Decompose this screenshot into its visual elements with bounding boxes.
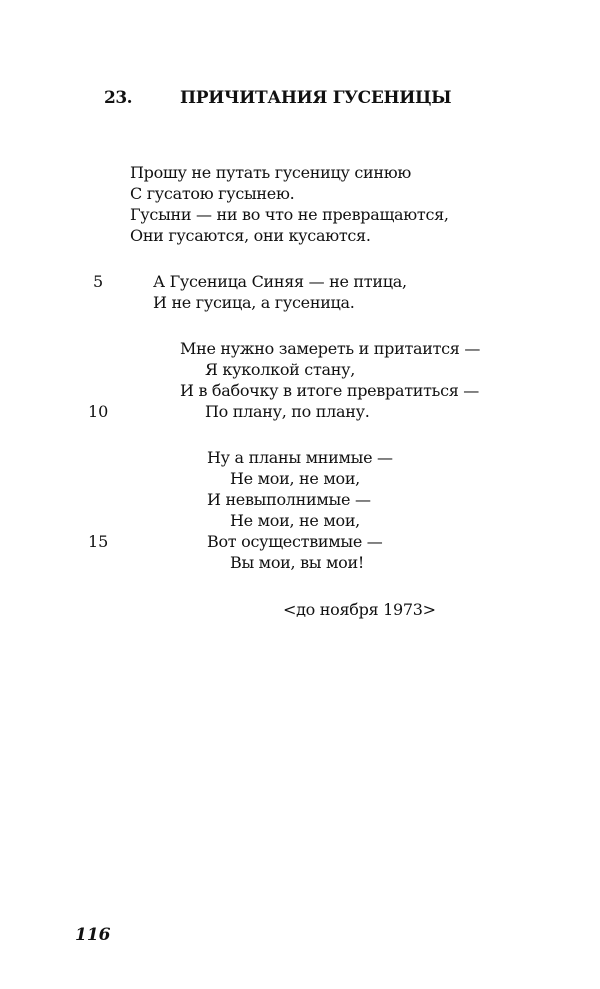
poem-line: С гусатою гусынею.	[130, 184, 295, 203]
poem-line: И в бабочку в итоге превратиться —	[180, 381, 480, 400]
poem-title: ПРИЧИТАНИЯ ГУСЕНИЦЫ	[180, 88, 452, 108]
poem-line: А Гусеница Синяя — не птица,	[153, 272, 407, 291]
poem-line: Не мои, не мои,	[230, 469, 360, 488]
poem-line: Ну а планы мнимые —	[207, 448, 393, 467]
poem-line: Прошу не путать гусеницу синюю	[130, 163, 412, 182]
poem-line: Я куколкой стану,	[205, 360, 356, 379]
poem-line: Не мои, не мои,	[230, 511, 360, 530]
poem-line: По плану, по плану.	[205, 402, 370, 421]
poem-line: Вы мои, вы мои!	[230, 553, 364, 572]
line-number: 15	[88, 532, 109, 551]
poem-line: И не гусица, а гусеница.	[153, 293, 355, 312]
poem-line: Они гусаются, они кусаются.	[130, 226, 371, 245]
date-note: <до ноября 1973>	[283, 600, 436, 619]
line-number: 5	[93, 272, 104, 291]
page-number: 116	[75, 925, 111, 945]
poem-line: Мне нужно замереть и притаится —	[180, 339, 481, 358]
poem-line: Гусыни — ни во что не превращаются,	[130, 205, 449, 224]
poem-number: 23.	[104, 88, 133, 108]
poem-line: И невыполнимые —	[207, 490, 371, 509]
poem-line: Вот осуществимые —	[207, 532, 383, 551]
line-number: 10	[88, 402, 109, 421]
